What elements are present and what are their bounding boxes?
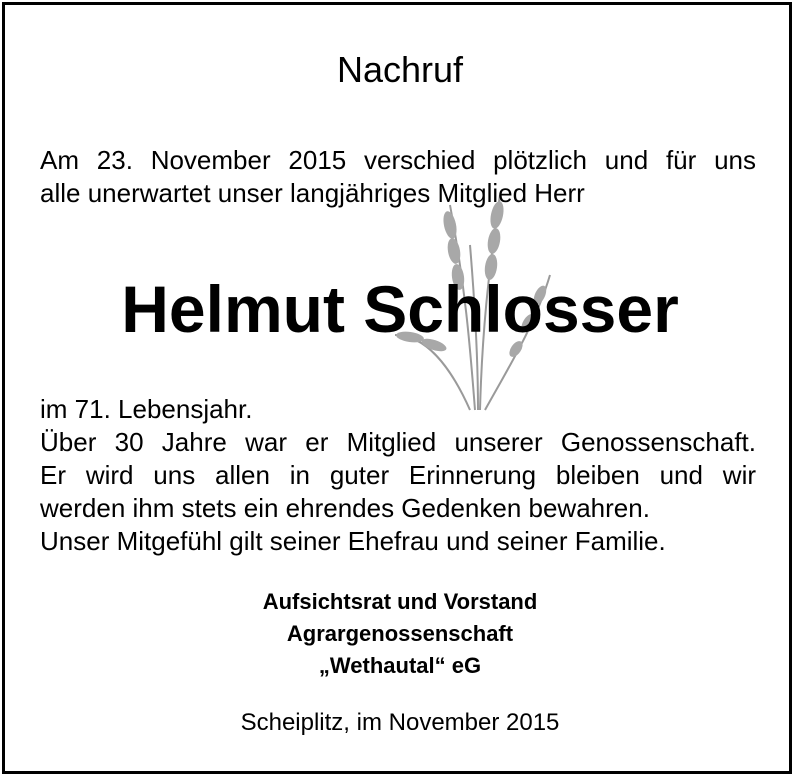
intro-line-2: alle unerwartet unser langjähriges Mitglied Herr (40, 178, 585, 208)
body-line-2: Über 30 Jahre war er Mitglied unserer Genossenschaft. (40, 427, 756, 457)
deceased-name: Helmut Schlosser (121, 272, 679, 346)
signature-line-2: Agrargenossenschaft (286, 621, 514, 646)
obituary-heading: Nachruf (336, 49, 464, 90)
signature-line-1: Aufsichtsrat und Vorstand (262, 589, 538, 614)
body-line-4: werden ihm stets ein ehrendes Gedenken bewahren. (40, 493, 650, 523)
body-line-1: im 71. Lebensjahr. (40, 394, 253, 424)
signature-line-3: „Wethautal“ eG (318, 653, 482, 678)
body-line-3: Er wird uns allen in guter Erinnerung bleiben und wir (40, 460, 756, 490)
intro-line-1: Am 23. November 2015 verschied plötzlich und für uns (40, 145, 756, 175)
place-and-date: Scheiplitz, im November 2015 (240, 709, 560, 736)
body-line-5: Unser Mitgefühl gilt seiner Ehefrau und seiner Familie. (40, 526, 666, 556)
